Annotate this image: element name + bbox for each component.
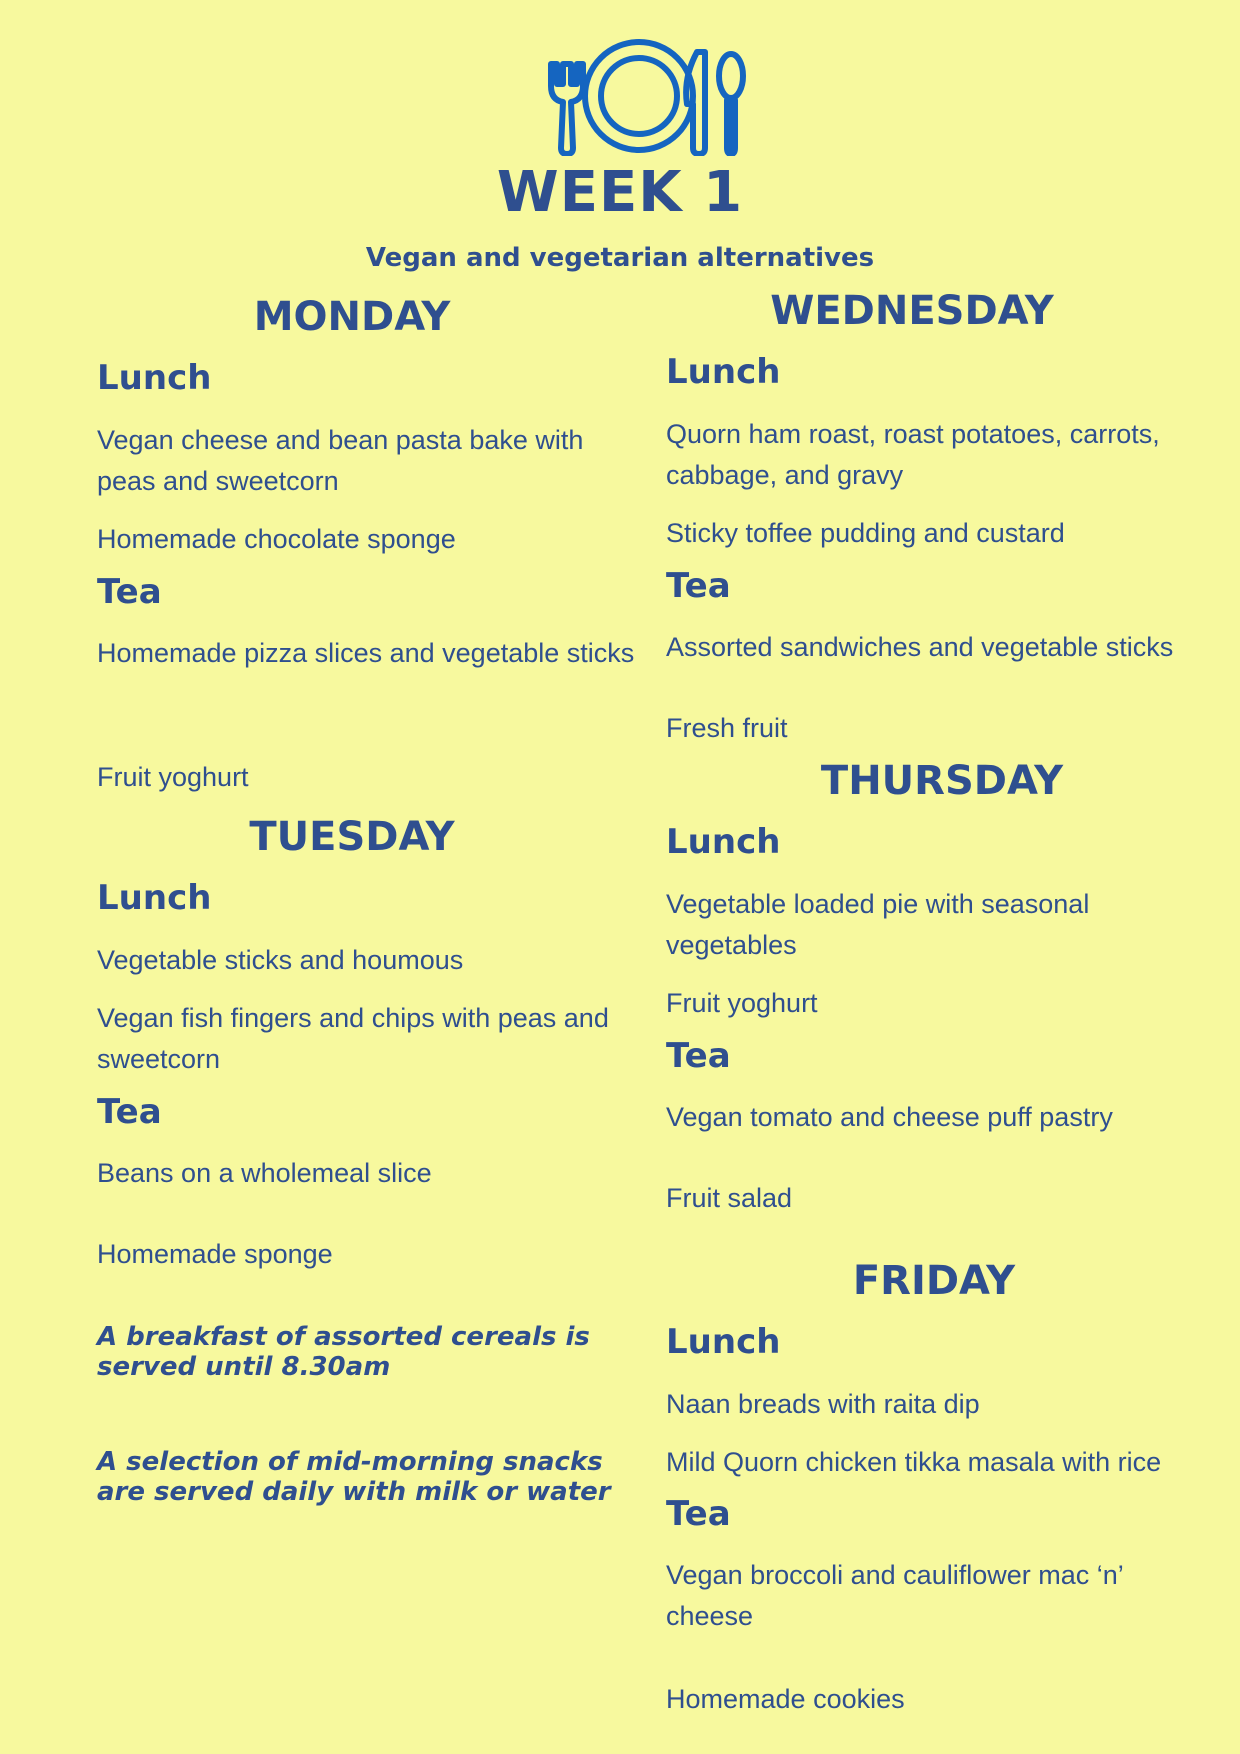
menu-item-thursday-tea-2: Fruit salad	[666, 1183, 793, 1213]
page-subtitle: Vegan and vegetarian alternatives	[365, 243, 875, 273]
meal-heading-thursday-tea: Tea	[666, 1036, 731, 1076]
menu-item-wednesday-lunch-1: Quorn ham roast, roast potatoes, carrots, cabbage, and gravy	[666, 419, 1160, 490]
menu-item-tuesday-tea-1: Beans on a wholemeal slice	[97, 1158, 432, 1188]
day-heading-thursday: THURSDAY	[820, 758, 1064, 804]
menu-item-friday-tea-2: Homemade cookies	[666, 1684, 905, 1714]
meal-heading-tuesday-tea: Tea	[97, 1092, 162, 1132]
menu-item-monday-lunch-2: Homemade chocolate sponge	[97, 524, 456, 554]
day-heading-wednesday: WEDNESDAY	[770, 288, 1054, 334]
day-heading-friday: FRIDAY	[852, 1258, 1016, 1304]
plate-cutlery-icon	[547, 38, 747, 156]
menu-item-friday-lunch-2: Mild Quorn chicken tikka masala with rice	[666, 1447, 1162, 1477]
meal-heading-tuesday-lunch: Lunch	[97, 878, 212, 918]
menu-item-tuesday-lunch-2: Vegan fish fingers and chips with peas and sweetcorn	[97, 1003, 609, 1074]
day-heading-monday: MONDAY	[253, 294, 451, 340]
menu-item-thursday-lunch-2: Fruit yoghurt	[666, 988, 818, 1018]
menu-item-tuesday-tea-2: Homemade sponge	[97, 1239, 333, 1269]
menu-item-wednesday-lunch-2: Sticky toffee pudding and custard	[666, 518, 1065, 548]
menu-item-wednesday-tea-2: Fresh fruit	[666, 713, 788, 743]
page-title: WEEK 1	[496, 160, 744, 225]
menu-item-friday-lunch-1: Naan breads with raita dip	[666, 1389, 980, 1419]
meal-heading-friday-tea: Tea	[666, 1494, 731, 1534]
meal-heading-wednesday-lunch: Lunch	[666, 352, 781, 392]
menu-item-monday-lunch-1: Vegan cheese and bean pasta bake with peas and sweetcorn	[97, 425, 584, 496]
menu-item-tuesday-lunch-1: Vegetable sticks and houmous	[97, 945, 464, 975]
menu-item-friday-tea-1: Vegan broccoli and cauliflower mac ‘n’ cheese	[666, 1560, 1123, 1631]
menu-item-monday-tea-2: Fruit yoghurt	[97, 762, 249, 792]
snacks-note: A selection of mid-morning snacks are served daily with milk or water	[97, 1447, 611, 1507]
breakfast-note: A breakfast of assorted cereals is served until 8.30am	[97, 1322, 590, 1382]
menu-item-monday-tea-1: Homemade pizza slices and vegetable sticks	[97, 638, 635, 668]
meal-heading-friday-lunch: Lunch	[666, 1322, 781, 1362]
meal-heading-monday-lunch: Lunch	[97, 358, 212, 398]
menu-item-wednesday-tea-1: Assorted sandwiches and vegetable sticks	[666, 632, 1174, 662]
meal-heading-wednesday-tea: Tea	[666, 566, 731, 606]
meal-heading-monday-tea: Tea	[97, 572, 162, 612]
menu-item-thursday-tea-1: Vegan tomato and cheese puff pastry	[666, 1102, 1113, 1132]
day-heading-tuesday: TUESDAY	[249, 814, 455, 860]
menu-item-thursday-lunch-1: Vegetable loaded pie with seasonal vegetables	[666, 889, 1090, 960]
meal-heading-thursday-lunch: Lunch	[666, 822, 781, 862]
